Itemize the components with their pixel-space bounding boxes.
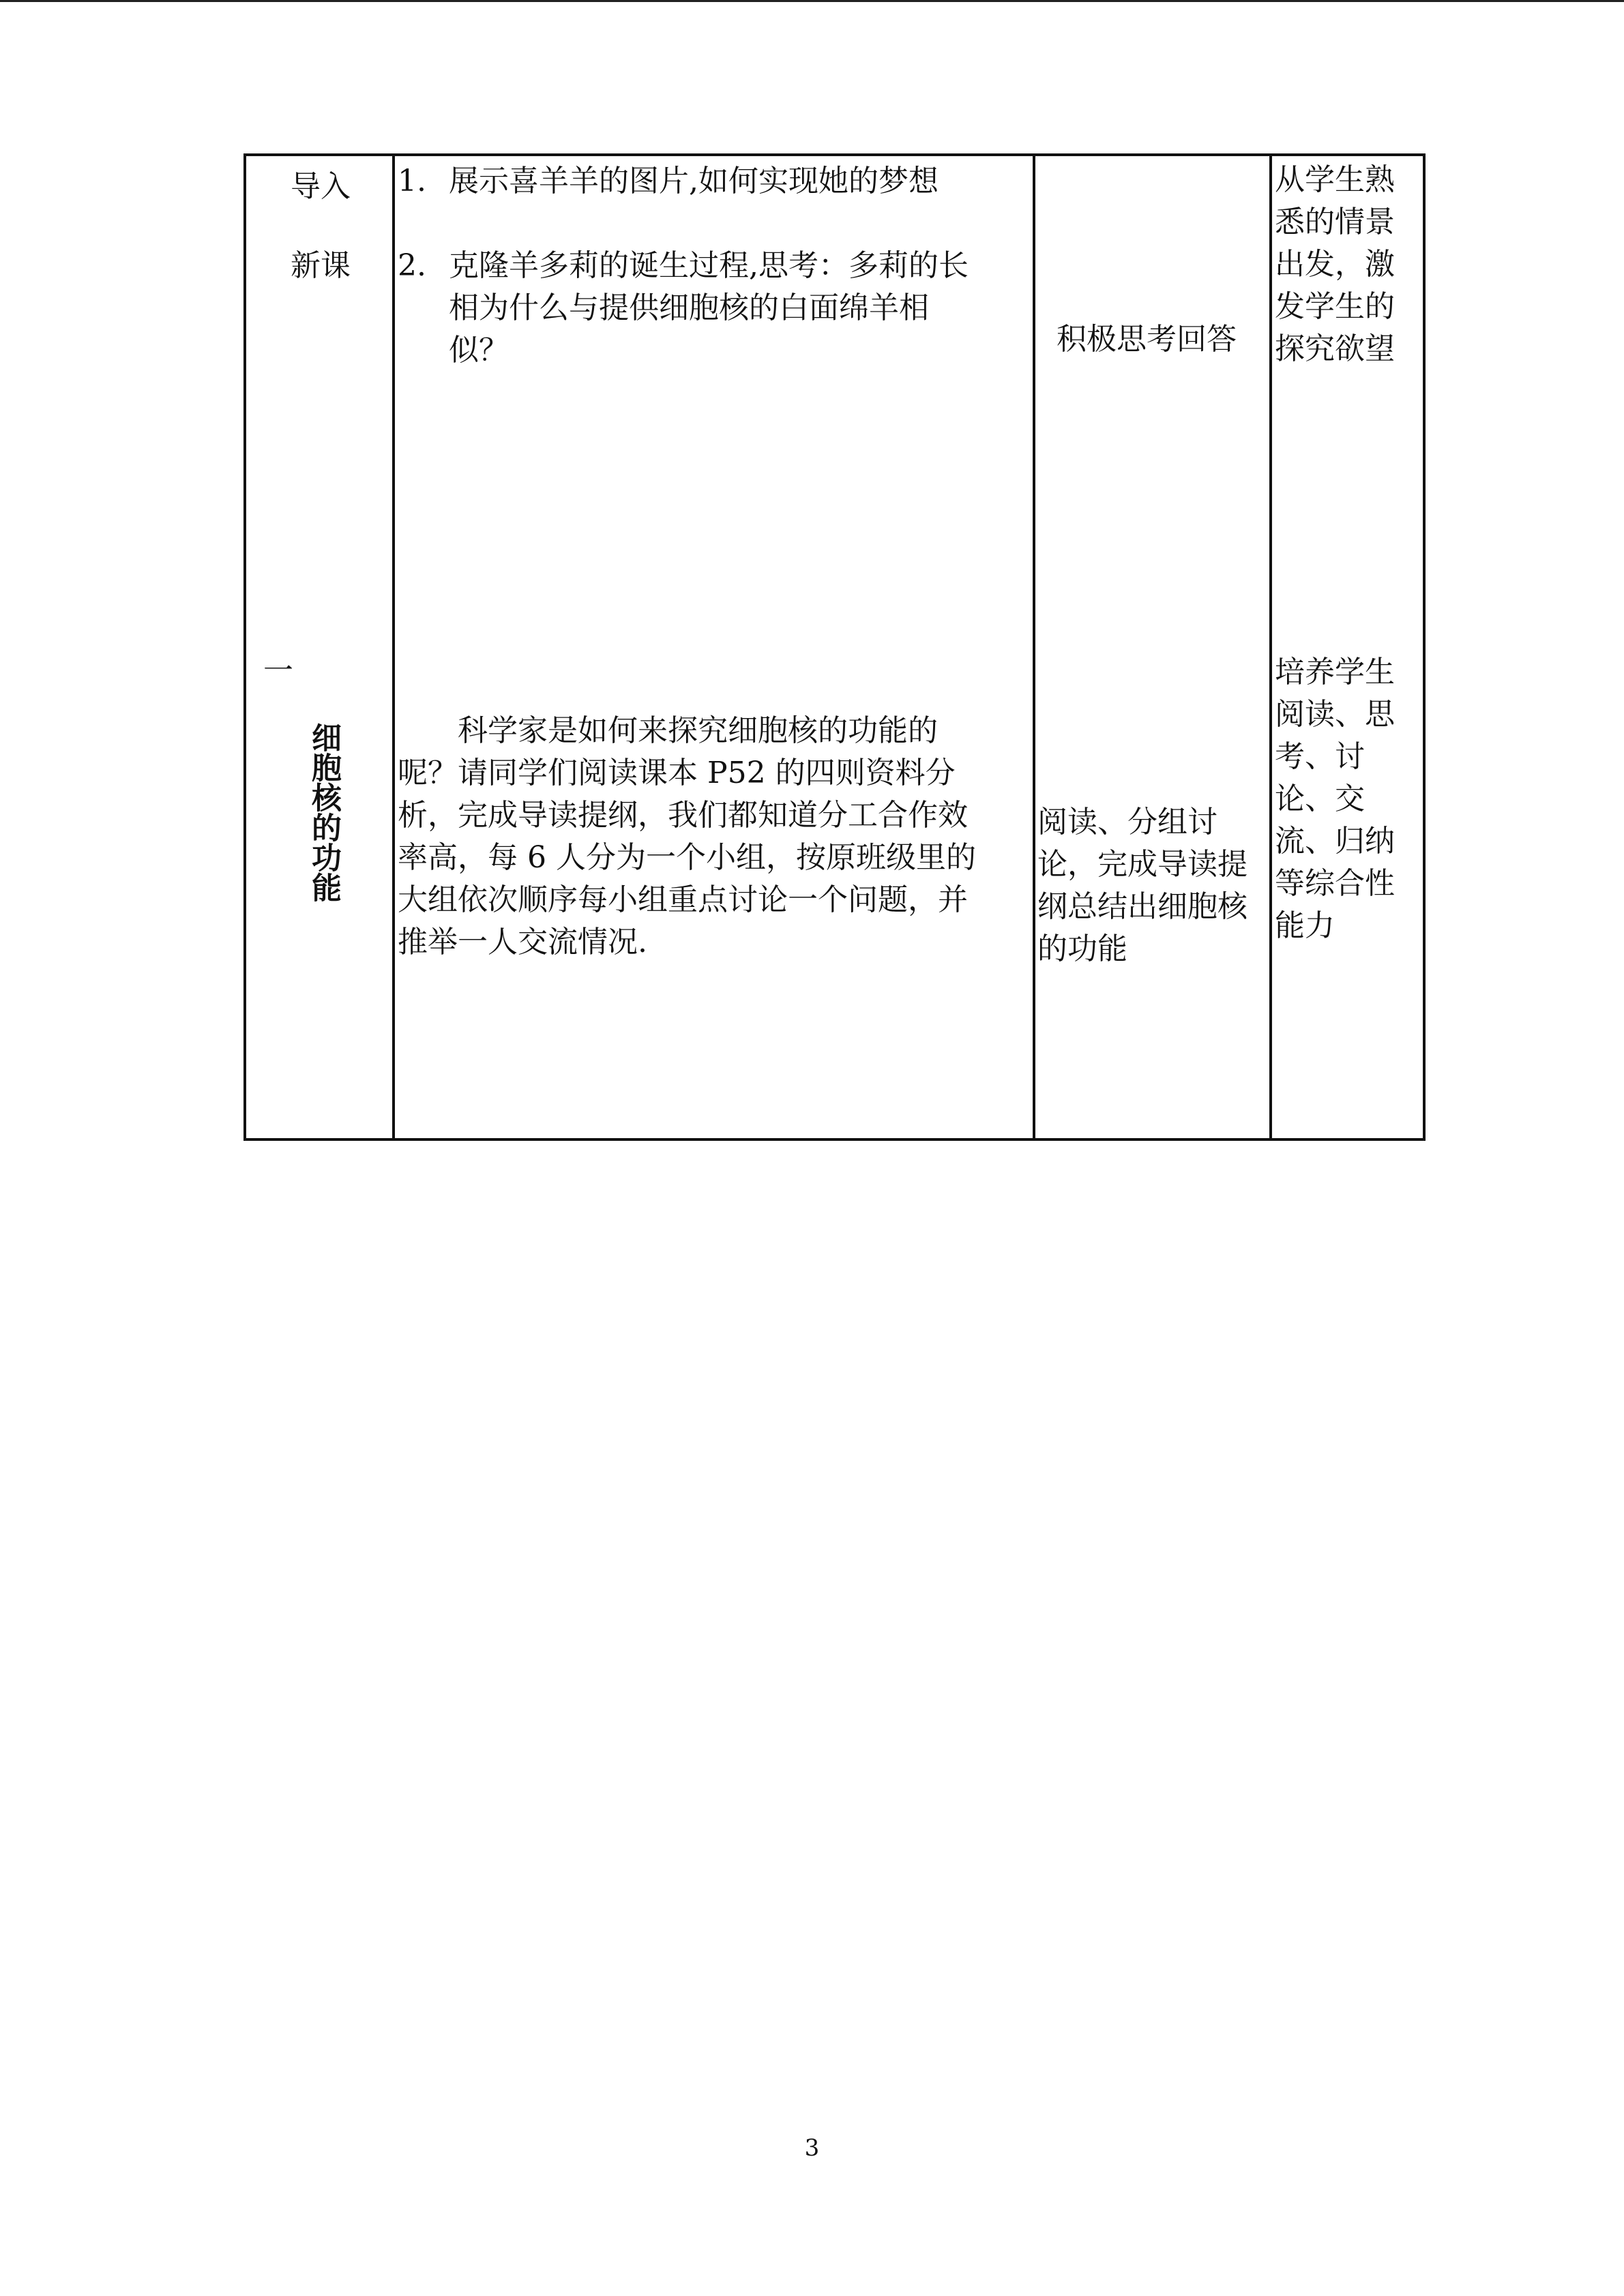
design-intent-row1-line-1: 从学生熟	[1275, 162, 1395, 197]
student-activity-line-4: 的功能	[1037, 931, 1127, 966]
design-intent-row1-line-5: 探究欲望	[1275, 331, 1395, 366]
teacher-activity-line-3: 析，完成导读提纲，我们都知道分工合作效	[398, 798, 968, 833]
design-intent-row2	[1275, 651, 1425, 947]
teacher-activity-paragraph	[398, 710, 1029, 964]
student-activity-line-3: 纲总结出细胞核	[1037, 889, 1247, 924]
design-intent-row2-line-1: 培养学生	[1275, 655, 1395, 689]
column-divider-3	[1269, 156, 1272, 1138]
design-intent-row1	[1275, 159, 1425, 370]
teacher-activity-line-1: 科学家是如何来探究细胞核的功能的	[458, 713, 938, 748]
design-intent-row2-line-6: 等综合性	[1275, 866, 1395, 901]
section-title: 细胞核的功能	[306, 722, 341, 902]
design-intent-row2-line-2: 阅读、思	[1275, 697, 1395, 732]
column-divider-1	[392, 156, 395, 1138]
student-activity-row1: 积极思考回答	[1057, 322, 1237, 357]
design-intent-row2-line-4: 论、交	[1275, 781, 1365, 816]
list-item-1-text: 展示喜羊羊的图片,如何实现她的梦想	[449, 164, 939, 198]
design-intent-row1-line-3: 出发，激	[1275, 247, 1395, 282]
teacher-activity-line-5: 大组依次顺序每小组重点讨论一个问题，并	[398, 882, 968, 917]
design-intent-row2-line-3: 考、讨	[1275, 739, 1365, 774]
list-item-1-number: 1.	[398, 164, 426, 198]
design-intent-row1-line-2: 悉的情景	[1275, 205, 1395, 239]
page-number: 3	[804, 2134, 820, 2162]
lesson-plan-table	[243, 153, 1426, 1141]
list-item-2-text-line2: 相为什么与提供细胞核的白面绵羊相	[449, 290, 929, 325]
page-top-border	[0, 0, 1624, 2]
list-item-2-text-line1: 克隆羊多莉的诞生过程,思考：多莉的长	[449, 248, 969, 283]
teacher-activity-line-4: 率高，每 6 人分为一个小组，按原班级里的	[398, 840, 976, 875]
student-activity-line-1: 阅读、分组讨	[1037, 805, 1217, 839]
section-number: 一	[263, 653, 293, 688]
teacher-activity-line-6: 推举一人交流情况.	[398, 925, 647, 959]
stage-label-intro: 导入	[291, 169, 351, 204]
column-divider-2	[1033, 156, 1035, 1138]
design-intent-row2-line-5: 流、归纳	[1275, 824, 1395, 859]
student-activity-row2	[1037, 801, 1269, 970]
list-item-2-number: 2.	[398, 248, 426, 283]
teacher-activity-line-2: 呢？请同学们阅读课本 P52 的四则资料分	[398, 756, 956, 790]
design-intent-row2-line-7: 能力	[1275, 908, 1335, 943]
design-intent-row1-line-4: 发学生的	[1275, 289, 1395, 324]
stage-label-new-lesson: 新课	[291, 248, 351, 283]
list-item-2-text-line3: 似？	[449, 333, 509, 368]
student-activity-line-2: 论，完成导读提	[1037, 847, 1247, 882]
